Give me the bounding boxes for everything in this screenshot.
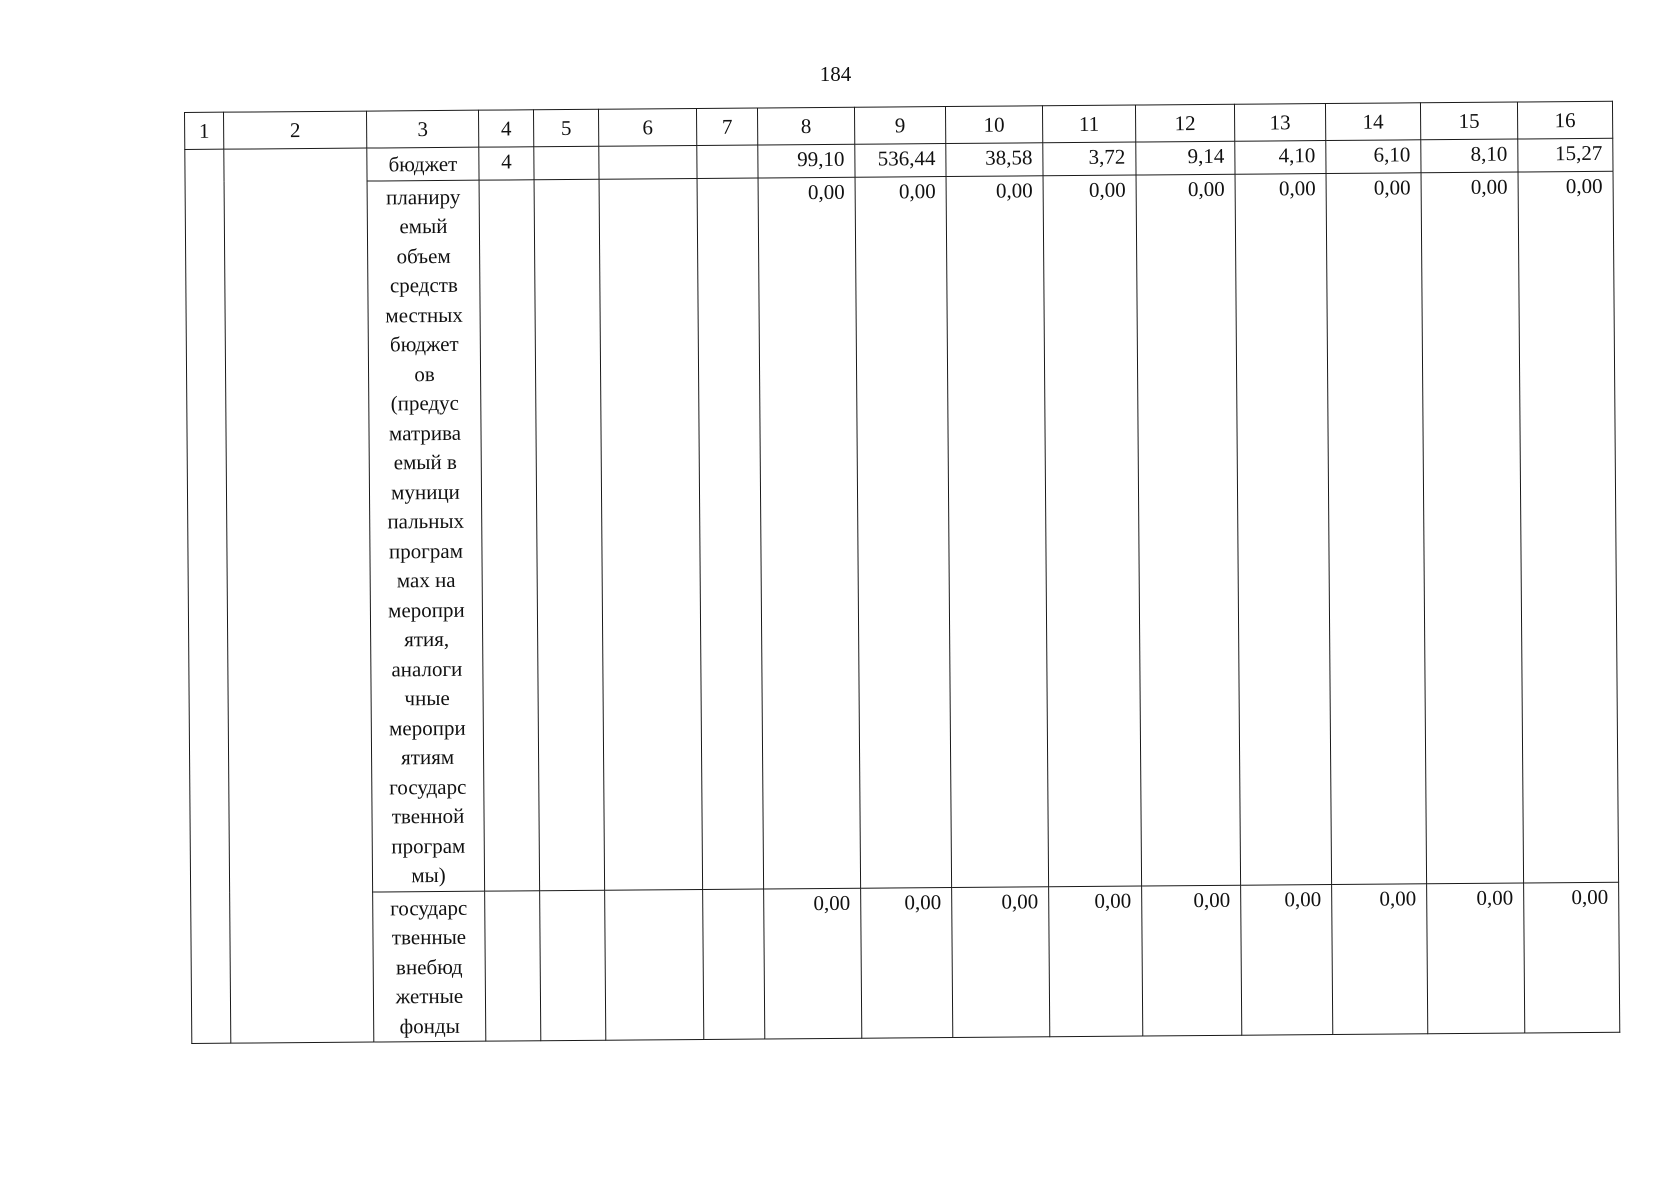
funding-source-name-line: планиру: [385, 184, 461, 209]
funding-source-name-line: жетные: [395, 983, 464, 1009]
value-cell-col12: 0,00: [1136, 174, 1241, 886]
page-number: 184: [819, 62, 852, 86]
funding-source-name-line: ятия,: [404, 626, 450, 652]
value-cell-col13: 4,10: [1235, 141, 1326, 174]
column-number-13: 13: [1234, 104, 1325, 142]
value-cell-col16: 0,00: [1524, 882, 1620, 1033]
funding-source-name-line: местных: [385, 302, 463, 327]
budget-table: [184, 101, 1620, 1044]
column-number-3: 3: [366, 110, 478, 148]
funding-source-name-line: муници: [391, 479, 460, 504]
empty-cell-col7: [697, 145, 758, 178]
value-cell-col8: 99,10: [758, 144, 855, 177]
funding-source-name-line: емый: [399, 213, 448, 239]
value-cell-col15: 0,00: [1427, 883, 1525, 1034]
funding-source-name-line: бюджет: [389, 331, 459, 357]
column-number-1: 1: [185, 112, 224, 149]
funding-source-name-line: чные: [404, 685, 450, 711]
empty-cell-col6: [605, 889, 704, 1040]
funding-source-name-line: мах на: [396, 567, 456, 593]
funding-source-name: [367, 180, 485, 892]
column-number-10: 10: [945, 106, 1042, 144]
value-cell-col15: 0,00: [1421, 172, 1524, 884]
funding-source-name: [367, 147, 479, 180]
funding-source-name-line: ов: [414, 361, 435, 386]
empty-cell-col7: [697, 177, 764, 888]
empty-cell-col6: [599, 145, 697, 178]
funding-source-name-line: аналоги: [391, 656, 463, 681]
empty-cell-col5: [540, 890, 606, 1041]
column-number-12: 12: [1135, 104, 1234, 142]
column-number-15: 15: [1420, 102, 1517, 140]
funding-source-name-line: програм: [391, 833, 466, 858]
funding-source-name-line: пальных: [387, 508, 465, 534]
value-cell-col9: 0,00: [861, 887, 953, 1038]
value-cell-col10: 38,58: [946, 143, 1043, 176]
code-cell: [479, 179, 540, 890]
funding-source-name-line: средств: [389, 272, 458, 298]
value-cell-col8: 0,00: [764, 888, 862, 1039]
column-number-6: 6: [598, 108, 696, 146]
column-number-8: 8: [757, 107, 854, 145]
funding-source-name-line: твенной: [391, 803, 465, 829]
column-number-11: 11: [1042, 105, 1135, 143]
value-cell-col16: 0,00: [1518, 171, 1619, 883]
funding-source-name-line: меропри: [388, 715, 466, 740]
funding-source-name-line: ятиям: [400, 744, 455, 770]
value-cell-col12: 9,14: [1136, 141, 1235, 174]
value-cell-col16: 15,27: [1518, 138, 1613, 171]
value-cell-col11: 0,00: [1049, 886, 1143, 1037]
column-number-5: 5: [533, 109, 598, 147]
funding-source-name-line: твенные: [391, 924, 467, 950]
column-number-14: 14: [1325, 103, 1420, 141]
empty-cell-col5: [534, 179, 605, 890]
value-cell-col9: 0,00: [855, 176, 952, 888]
column-number-9: 9: [854, 107, 945, 145]
value-cell-col11: 0,00: [1043, 175, 1142, 887]
value-cell-col11: 3,72: [1043, 142, 1136, 175]
funding-source-name: [373, 891, 486, 1042]
funding-source-name-line: объем: [396, 243, 451, 268]
value-cell-col13: 0,00: [1241, 884, 1333, 1035]
empty-cell-col5: [534, 146, 599, 179]
funding-source-name-line: програм: [388, 538, 464, 563]
value-cell-col8: 0,00: [758, 177, 861, 889]
column-number-2: 2: [224, 111, 367, 149]
value-cell-col14: 0,00: [1332, 883, 1428, 1034]
empty-cell-col7: [703, 888, 765, 1039]
funding-source-name-line: (предус: [390, 390, 460, 416]
table-row: [191, 882, 1620, 1044]
funding-source-name-line: бюджет: [388, 151, 458, 177]
code-cell: [485, 890, 541, 1041]
value-cell-col14: 6,10: [1326, 140, 1421, 173]
value-cell-col15: 8,10: [1421, 139, 1518, 172]
empty-cell-col2: [224, 148, 374, 1043]
column-number-7: 7: [696, 108, 757, 145]
funding-source-name-line: матрива: [388, 420, 462, 445]
value-cell-col9: 536,44: [855, 144, 946, 177]
funding-source-name-line: мы): [411, 862, 446, 888]
funding-source-name-line: меропри: [388, 597, 465, 622]
table-row: [185, 171, 1619, 893]
code-cell: 4: [479, 147, 534, 180]
column-number-4: 4: [478, 110, 533, 147]
value-cell-col13: 0,00: [1235, 173, 1332, 885]
value-cell-col12: 0,00: [1142, 885, 1242, 1036]
funding-source-name-line: внебюд: [395, 954, 463, 979]
funding-source-name-line: государс: [389, 774, 467, 799]
value-cell-col10: 0,00: [952, 886, 1050, 1037]
funding-source-name-line: емый в: [393, 449, 457, 475]
column-number-16: 16: [1517, 101, 1612, 139]
budget-table-container: [184, 101, 1619, 1044]
value-cell-col14: 0,00: [1326, 172, 1427, 884]
value-cell-col10: 0,00: [946, 175, 1049, 887]
funding-source-name-line: фонды: [399, 1013, 460, 1038]
funding-source-name-line: государс: [390, 895, 468, 920]
empty-cell-col6: [599, 178, 703, 890]
